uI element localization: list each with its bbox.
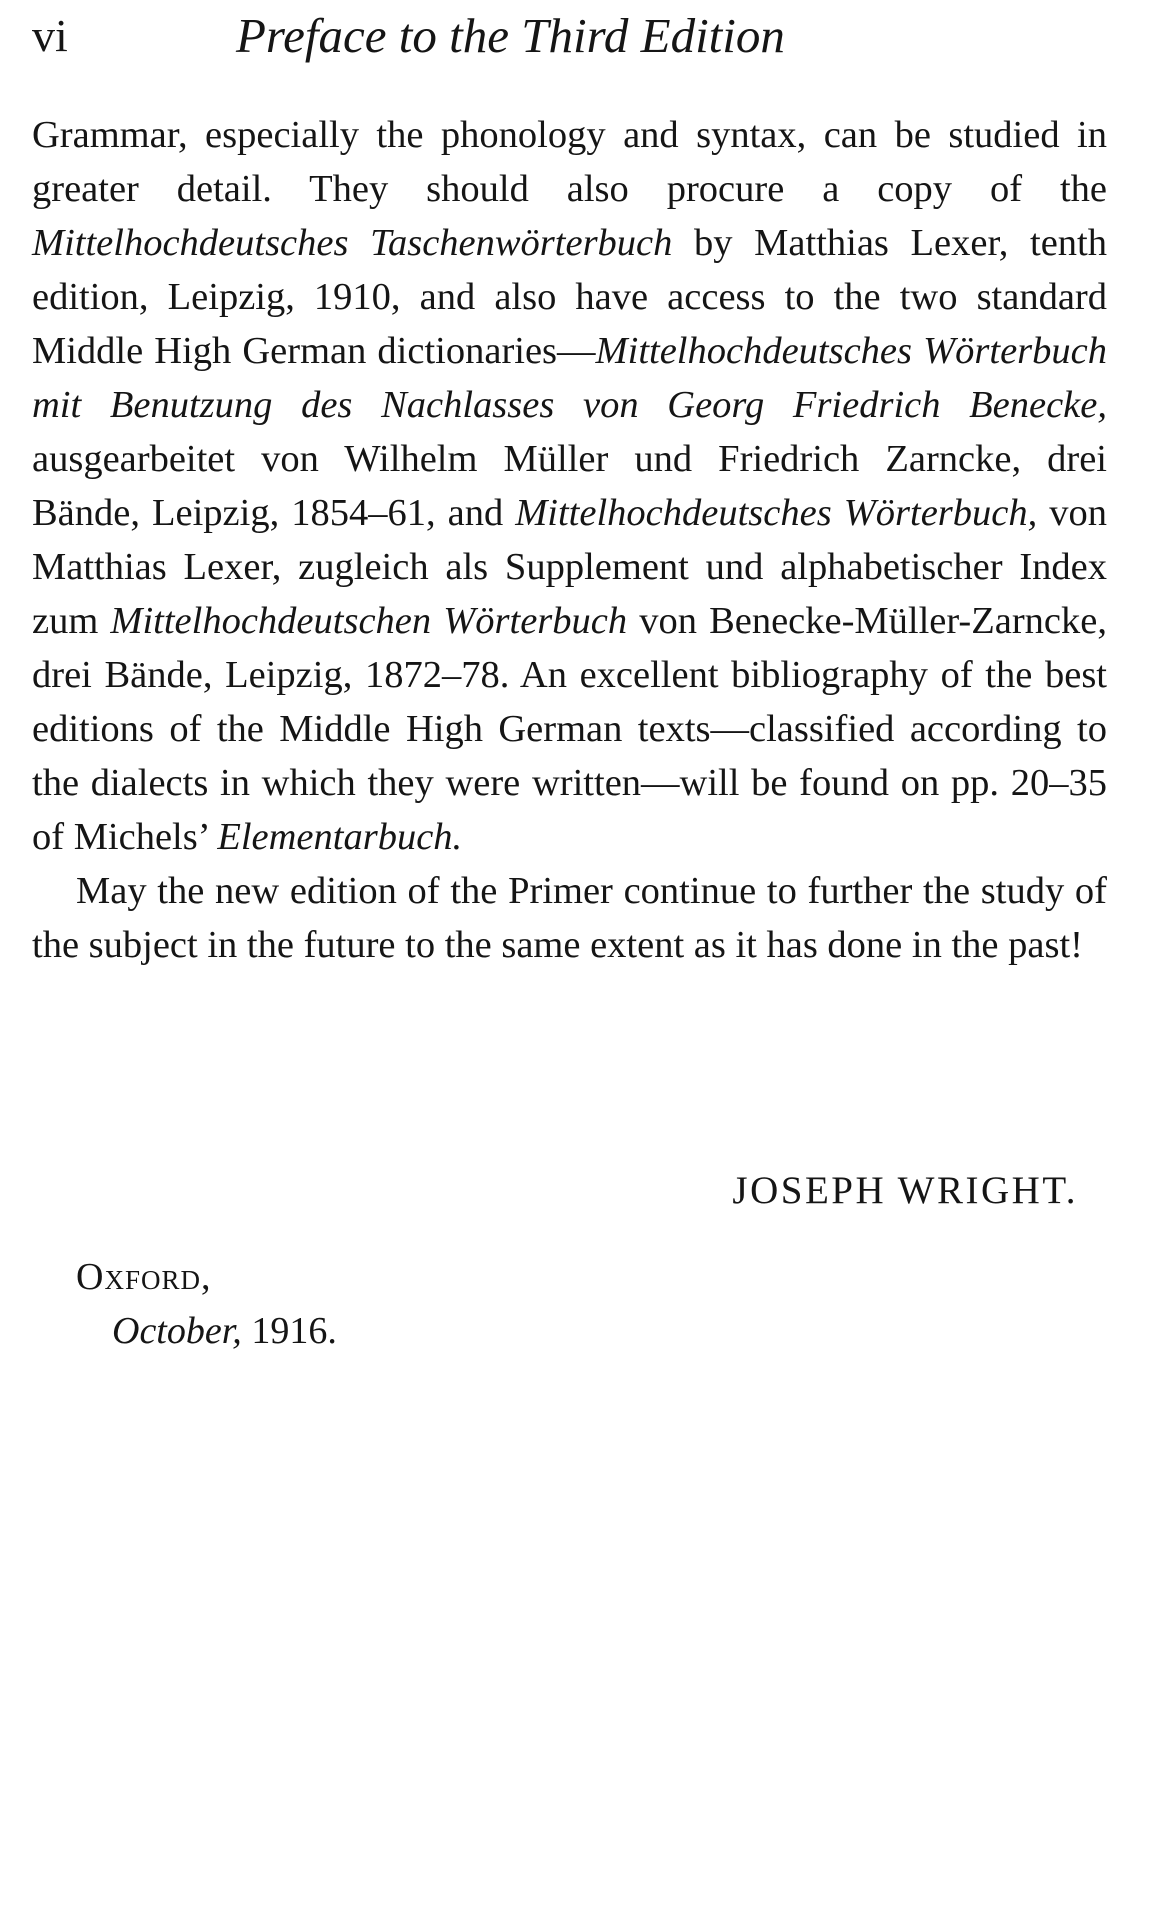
text-run: Grammar, especially the phonology and syntax, can be studied in greater detail. They should also procure a copy of the xyxy=(32,114,1107,210)
body-text xyxy=(32,108,1107,972)
running-head xyxy=(32,6,1112,66)
running-title: Preface to the Third Edition xyxy=(236,8,785,63)
text-run: von Matthias Lexer, zugleich als Supplement und alphabetischer Index zum xyxy=(32,492,1107,642)
signature-place: Oxford, xyxy=(76,1256,212,1298)
paragraph-bibliography xyxy=(32,108,1107,864)
italic-title: Elementarbuch. xyxy=(217,816,463,858)
date-month: October, xyxy=(112,1310,242,1352)
author-signature: JOSEPH WRIGHT. xyxy=(732,1169,1078,1212)
italic-title: Mittelhochdeutschen Wörterbuch xyxy=(110,600,628,642)
text-run: ausgearbeitet von Wilhelm Müller und Friedrich Zarncke, drei Bände, Leipzig, 1854–61, and xyxy=(32,438,1107,534)
italic-title: Mittelhochdeutsches Wörterbuch, xyxy=(515,492,1038,534)
italic-title: Mittelhochdeutsches Wörterbuch mit Benutzung des Nachlasses von Georg Friedrich Benecke, xyxy=(32,330,1107,426)
date-year: 1916. xyxy=(241,1310,337,1352)
text-run: von Benecke-Müller-Zarncke, drei Bände, Leipzig, 1872–78. An excellent bibliography of the best editions of the Middle High German texts—classified according to the dialects in which they were written—will be found on pp. 20–35 of Michels’ xyxy=(32,600,1107,858)
italic-title: Mittelhochdeutsches Taschenwörterbuch xyxy=(32,222,673,264)
paragraph-closing: May the new edition of the Primer continue to further the study of the subject in the future to the same extent as it has done in the past! xyxy=(32,870,1107,966)
signature-date xyxy=(112,1304,337,1358)
text-run: by Matthias Lexer, tenth edition, Leipzig, 1910, and also have access to the two standard Middle High German dictionaries— xyxy=(32,222,1108,372)
page-number: vi xyxy=(32,10,68,61)
